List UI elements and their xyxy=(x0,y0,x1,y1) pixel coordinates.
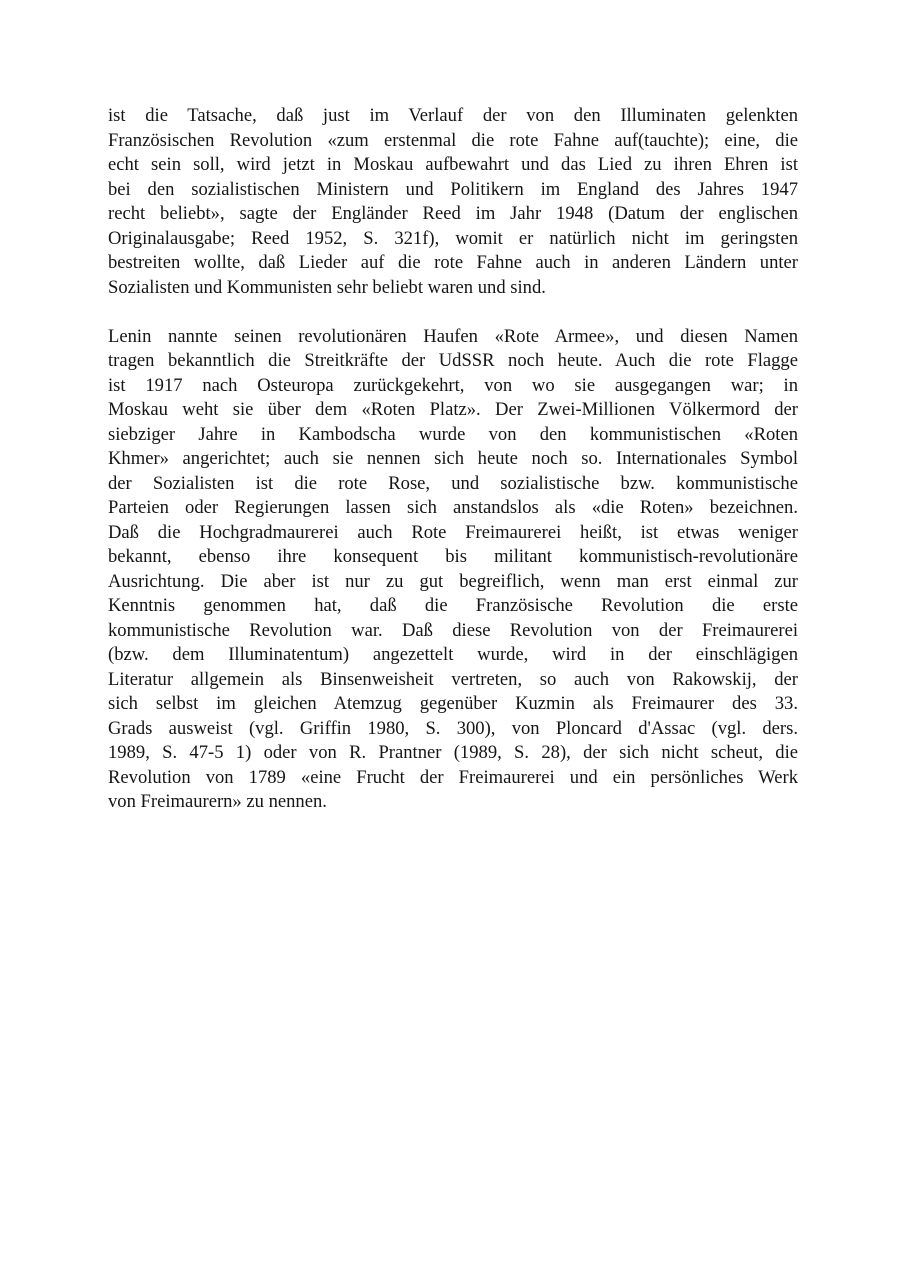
text-line: Sozialisten und Kommunisten sehr beliebt waren und sind. xyxy=(108,276,546,298)
paragraph xyxy=(108,104,798,300)
body-text xyxy=(108,104,798,839)
text-line: Moskau weht sie über dem «Roten Platz». Der Zwei-Millionen Völkermord der xyxy=(108,399,798,420)
text-line: kommunistische Revolution war. Daß diese Revolution von der Freimaurerei xyxy=(108,619,798,641)
text-line: bei den sozialistischen Ministern und Politikern im England des Jahres 1947 xyxy=(108,178,798,200)
text-line: siebziger Jahre in Kambodscha wurde von den kommunistischen «Roten xyxy=(108,423,798,445)
text-line: Daß die Hochgradmaurerei auch Rote Freimaurerei heißt, ist etwas weniger xyxy=(108,521,798,543)
text-line: Ausrichtung. Die aber ist nur zu gut begreiflich, wenn man erst einmal zur xyxy=(108,570,798,592)
text-line: bekannt, ebenso ihre konsequent bis militant kommunistisch-revolutionäre xyxy=(108,546,798,567)
text-line: Lenin nannte seinen revolutionären Haufen «Rote Armee», und diesen Namen xyxy=(108,325,798,347)
text-line: der Sozialisten ist die rote Rose, und sozialistische bzw. kommunistische xyxy=(108,472,798,494)
text-line: von Freimaurern» zu nennen. xyxy=(108,791,327,812)
text-line: Parteien oder Regierungen lassen sich anstandslos als «die Roten» bezeichnen. xyxy=(108,497,798,518)
text-line: Literatur allgemein als Binsenweisheit vertreten, so auch von Rakowskij, der xyxy=(108,668,798,690)
text-line: Khmer» angerichtet; auch sie nennen sich heute noch so. Internationales Symbol xyxy=(108,448,798,469)
text-line: tragen bekanntlich die Streitkräfte der UdSSR noch heute. Auch die rote Flagge xyxy=(108,350,798,371)
text-line: sich selbst im gleichen Atemzug gegenüber Kuzmin als Freimaurer des 33. xyxy=(108,693,798,714)
text-line: Französischen Revolution «zum erstenmal die rote Fahne auf(tauchte); eine, die xyxy=(108,129,798,151)
text-line: Revolution von 1789 «eine Frucht der Freimaurerei und ein persönliches Werk xyxy=(108,766,798,788)
text-line: bestreiten wollte, daß Lieder auf die rote Fahne auch in anderen Ländern unter xyxy=(108,252,798,273)
text-line: recht beliebt», sagte der Engländer Reed im Jahr 1948 (Datum der englischen xyxy=(108,203,798,224)
text-line: Kenntnis genommen hat, daß die Französische Revolution die erste xyxy=(108,595,798,616)
text-line: (bzw. dem Illuminatentum) angezettelt wurde, wird in der einschlägigen xyxy=(108,644,798,665)
paragraph xyxy=(108,325,798,815)
text-line: Grads ausweist (vgl. Griffin 1980, S. 300), von Ploncard d'Assac (vgl. ders. xyxy=(108,717,798,739)
text-line: ist 1917 nach Osteuropa zurückgekehrt, von wo sie ausgegangen war; in xyxy=(108,374,798,396)
text-line: ist die Tatsache, daß just im Verlauf der von den Illuminaten gelenkten xyxy=(108,105,798,126)
text-line: echt sein soll, wird jetzt in Moskau aufbewahrt und das Lied zu ihren Ehren ist xyxy=(108,154,798,175)
text-line: Originalausgabe; Reed 1952, S. 321f), womit er natürlich nicht im geringsten xyxy=(108,227,798,249)
text-line: 1989, S. 47-5 1) oder von R. Prantner (1989, S. 28), der sich nicht scheut, die xyxy=(108,742,798,763)
